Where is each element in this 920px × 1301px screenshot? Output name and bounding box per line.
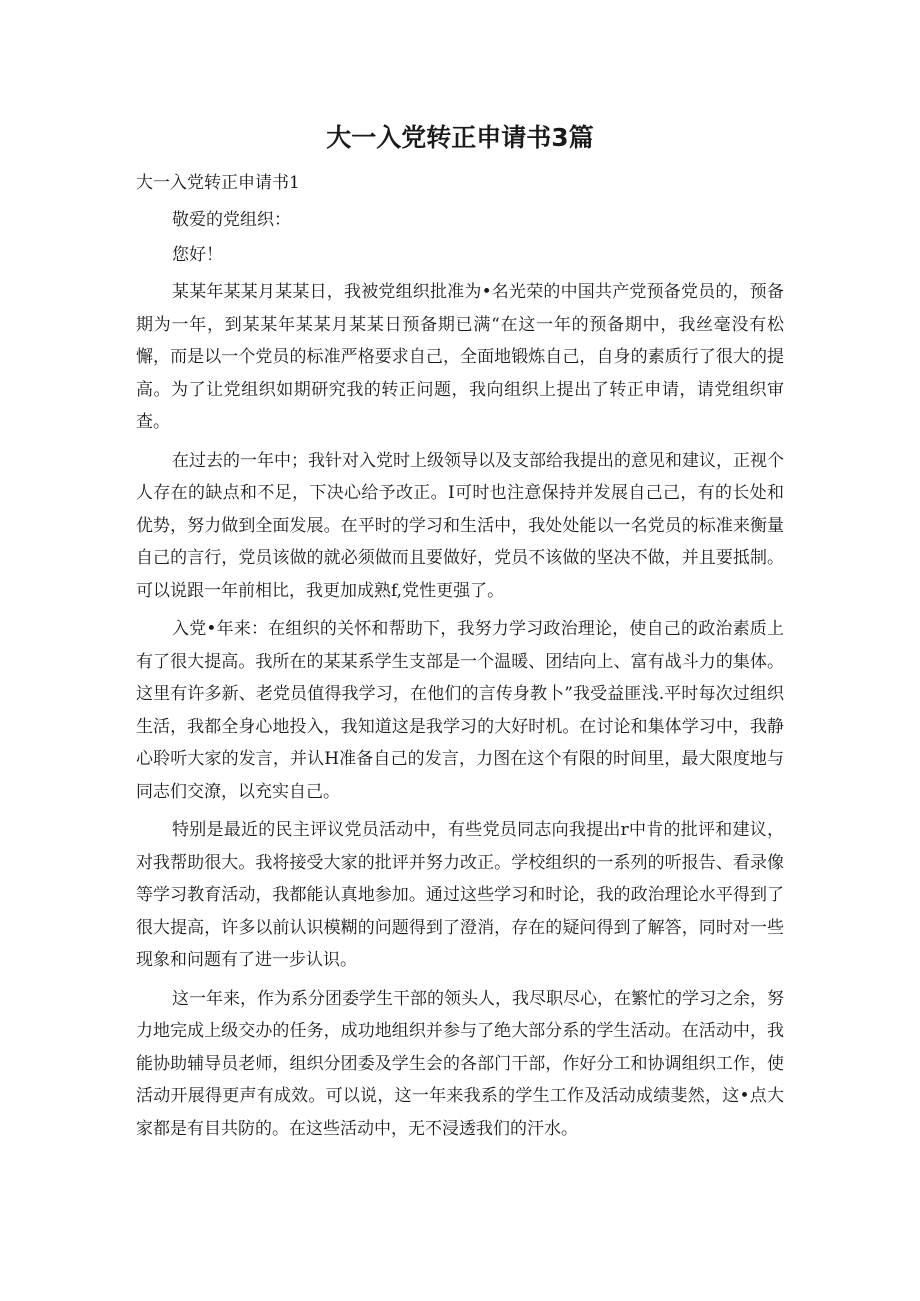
paragraph-4: 特别是最近的民主评议党员活动中，有些党员同志向我提出r中肯的批评和建议，对我帮助很大。我将接受大家的批评并努力改正。学校组织的一系列的听报告、看录像等学习教育活动，我都能认真地参加。通过这些学习和时论，我的政治理论水平得到了很大提高，许多以前认识模糊的问题得到了澄消，存在的疑问得到了解答，同时对一些现象和问题有了进一步认识。	[136, 820, 784, 970]
paragraph-2: 在过去的一年中；我针对入党时上级领导以及支部给我提出的意见和建议，正视个人存在的缺点和不足，下决心给予改正。I可时也注意保持并发展自己己，有的长处和优势，努力做到全面发展。在平时的学习和生活中，我处处能以一名党员的标准来衡量自己的言行，党员该做的就必须做而且要做好，党员不该做的坚决不做，并且要抵制。可以说跟一年前相比，我更加成熟f,党性更强了。	[136, 450, 784, 601]
paragraph-5: 这一年来，作为系分团委学生干部的领头人，我尽职尽心，在繁忙的学习之余，努力地完成上级交办的任务，成功地组织并参与了绝大部分系的学生活动。在活动中，我能协助辅导员老师，组织分团委及学生会的各部门干部，作好分工和协调组织工作，使活动开展得更声有成效。可以说，这一年来我系的学生工作及活动成绩斐然，这•点大家都是有目共防的。在这些活动中，无不浸透我们的汗水。	[136, 988, 784, 1139]
document-title: 大一入党转正申请书3篇	[326, 123, 594, 152]
paragraph-3: 入党•年来：在组织的关怀和帮助下，我努力学习政治理论，使自己的政治素质上有了很大提高。我所在的某某系学生支部是一个温暖、团结向上、富有战斗力的集体。这里有许多新、老党员值得我学习，在他们的言传身教卜”我受益匪浅.平时每次过组织生活，我都全身心地投入，我知道这是我学习的大好时机。在讨论和集体学习中，我静心聆听大家的发言，并认H准备自己的发言，力图在这个有限的时间里，最大限度地与同志们交潦，以充实自己。	[136, 619, 784, 802]
salutation: 敬爱的党组织：	[172, 210, 291, 230]
greeting: 您好！	[172, 245, 223, 265]
paragraph-1: 某某年某某月某某日，我被党组织批准为•名光荣的中国共产党预备党员的，预备期为一年，到某某年某某月某某日预备期已满“在这一年的预备期中，我丝毫没有松懈，而是以一个党员的标准严格要求自己，全面地锻炼自己，自身的素质行了很大的提高。为了让党组织如期研究我的转正问题，我向组织上提出了转正申请，请党组织审查。	[136, 282, 784, 432]
document-subtitle: 大一入党转正申请书1	[136, 173, 300, 193]
letter-body	[136, 276, 784, 1151]
